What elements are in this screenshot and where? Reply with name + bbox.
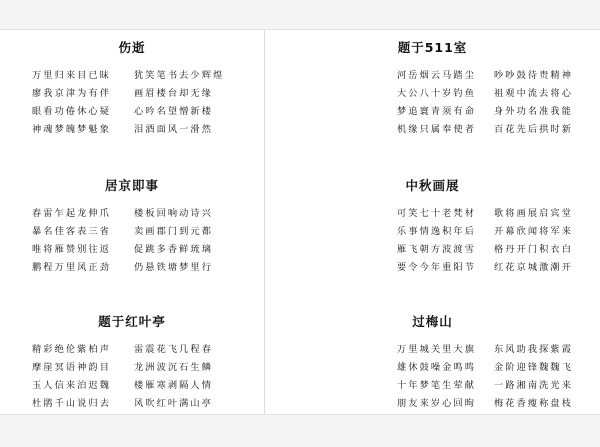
poem-line: 歌将画展启宾堂 xyxy=(494,208,574,219)
poem-line: 精彩绝伦紫柏声 xyxy=(32,344,112,355)
poem-column xyxy=(494,67,573,139)
poem-line: 东风助我探紫霞 xyxy=(494,344,574,355)
poem-line: 百花先后拱时新 xyxy=(494,124,574,135)
poem-line: 杜鹃千山说归去 xyxy=(32,398,112,409)
poem-line: 仍悬铁塘梦里行 xyxy=(134,262,214,273)
poem-column xyxy=(32,205,111,277)
poem-column xyxy=(134,205,213,277)
left-page xyxy=(0,30,264,414)
poem-title: 题于511室 xyxy=(397,40,468,55)
poem-line: 犹笑笔书去少辉煌 xyxy=(134,70,225,81)
poem-title: 伤逝 xyxy=(118,40,146,55)
poem-line: 楼板回响动诗兴 xyxy=(134,208,214,219)
poem-line: 大公八十岁钓鱼 xyxy=(397,88,477,99)
poem-line: 万里城关里大旗 xyxy=(397,344,477,355)
poem-title: 过梅山 xyxy=(412,314,453,329)
poem-column xyxy=(397,341,476,413)
book-spread xyxy=(0,29,600,415)
poem-line: 心吟名望憎新楼 xyxy=(134,106,214,117)
poem-column xyxy=(32,341,111,413)
poem-line: 神魂梦魄梦魁象 xyxy=(32,124,112,135)
poem-line: 雄休鼓噪金鸣鸣 xyxy=(397,362,477,373)
poem-column xyxy=(494,205,573,277)
poem-title: 题于红叶亭 xyxy=(98,314,166,329)
poem-line: 摩崖冥语神韵目 xyxy=(32,362,112,373)
poem-line: 眼看功倦休心疑 xyxy=(32,106,112,117)
right-page xyxy=(265,30,600,414)
poem-title: 居京即事 xyxy=(104,178,159,193)
poem-line: 要令今年重阳节 xyxy=(397,262,477,273)
poem-line: 鹏程万里风正劲 xyxy=(32,262,112,273)
poem-line: 吵吵鼓待贵精神 xyxy=(494,70,574,81)
poem-line: 十年梦笔生荤献 xyxy=(397,380,477,391)
poem-line: 泪酒面风一滑然 xyxy=(134,124,214,135)
poem-line: 身外功名准我能 xyxy=(494,106,574,117)
poem-line: 乐事情逸积年后 xyxy=(397,226,477,237)
poem-line: 可笑七十老梵材 xyxy=(397,208,477,219)
poem-line: 风吹红叶满山亭 xyxy=(134,398,214,409)
poem-line: 机缘只属奉使者 xyxy=(397,124,477,135)
poem-line: 红花京城激潮开 xyxy=(494,262,574,273)
poem-line: 雷震花飞几程春 xyxy=(134,344,214,355)
poem-line: 唯将雁赞别往返 xyxy=(32,244,112,255)
poem-column xyxy=(397,67,476,139)
poem-line: 促跳多香鲜琉璃 xyxy=(134,244,214,255)
poem-line: 玉人信来泊迟魏 xyxy=(32,380,112,391)
poem-column xyxy=(397,205,476,277)
poem-line: 格丹开门积衣白 xyxy=(494,244,574,255)
poem-line: 开幕欣闻将军来 xyxy=(494,226,574,237)
poem-line: 龙洲波沉石生鳞 xyxy=(134,362,214,373)
poem-line: 梅花香瘦称盘枝 xyxy=(494,398,574,409)
poem-title: 中秋画展 xyxy=(405,178,460,193)
poem-line: 雁飞朝方波渡雪 xyxy=(397,244,477,255)
poem-line: 金阶迎锋魏魏飞 xyxy=(494,362,574,373)
poem-line: 一路湘南洗光来 xyxy=(494,380,574,391)
poem-line: 祖观中流去将心 xyxy=(494,88,574,99)
poem-line: 河岳烟云马踏尘 xyxy=(397,70,477,81)
poem-column xyxy=(494,341,573,413)
poem-line: 万里归来目已昧 xyxy=(32,70,112,81)
poem-line: 廖我京津为有伴 xyxy=(32,88,112,99)
poem-column xyxy=(32,67,111,139)
poem-line: 暴名佳客表三省 xyxy=(32,226,112,237)
poem-line: 楼雁寒剥隔人情 xyxy=(134,380,214,391)
poem-line: 卖画郡门到元都 xyxy=(134,226,214,237)
poem-line: 梦追寰青须有命 xyxy=(397,106,477,117)
poem-line: 春雷乍起龙伸爪 xyxy=(32,208,112,219)
poem-column xyxy=(134,67,224,139)
poem-line: 画眉楼台却无缘 xyxy=(134,88,214,99)
poem-line: 朋友来岁心回昫 xyxy=(397,398,477,409)
poem-column xyxy=(134,341,213,413)
